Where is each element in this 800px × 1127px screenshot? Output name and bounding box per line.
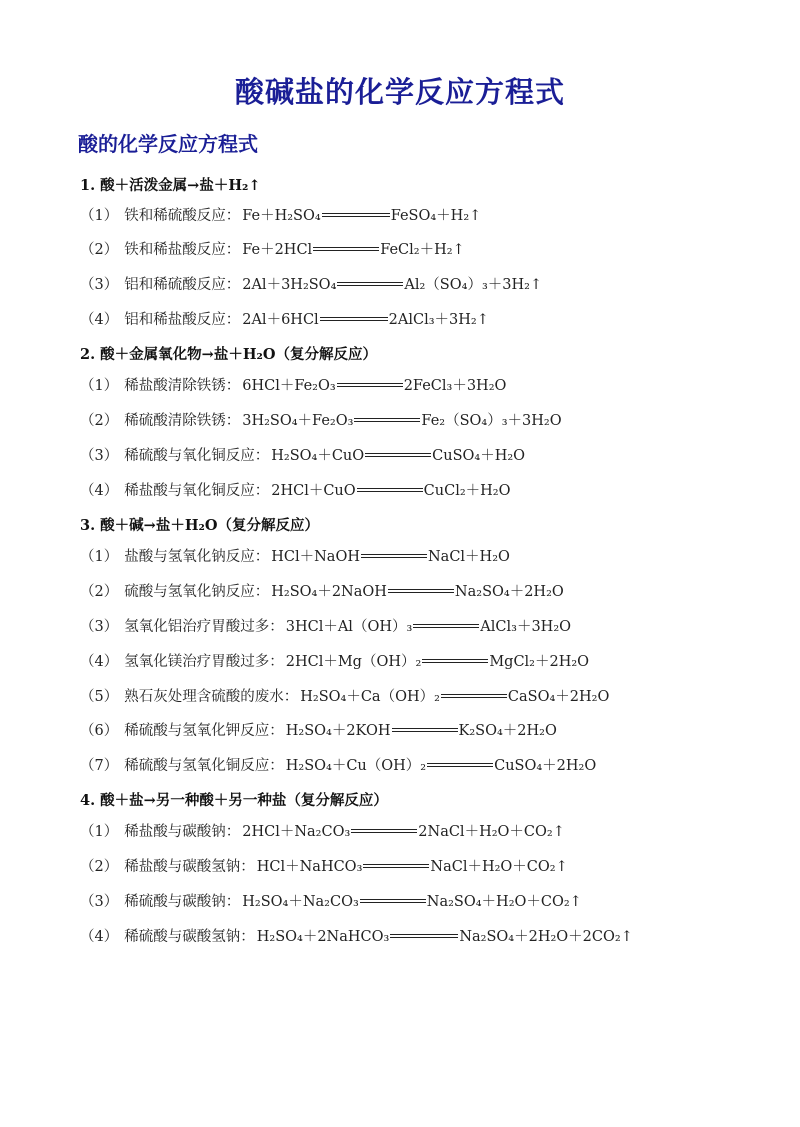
equation-row — [80, 925, 633, 946]
equation-row — [80, 890, 582, 911]
equation-row — [80, 479, 511, 500]
reactants: 3H₂SO₄＋Fe₂O₃ — [242, 413, 354, 429]
reactants: H₂SO₄＋CuO — [271, 448, 365, 464]
equation-row — [80, 204, 481, 225]
double-line-equals — [357, 488, 423, 492]
group-heading: 4. 酸＋盐→另一种酸＋另一种盐（复分解反应） — [80, 792, 388, 809]
reaction-description: 熟石灰处理含硫酸的废水： — [124, 689, 299, 705]
double-line-equals — [322, 213, 390, 217]
equation-row — [80, 855, 568, 876]
reactants: H₂SO₄＋Cu（OH）₂ — [285, 758, 427, 774]
products: Na₂SO₄＋2H₂O — [454, 584, 564, 600]
equation-row — [80, 650, 589, 671]
item-number: （7） — [80, 758, 119, 774]
reaction-description: 稀硫酸与氢氧化钾反应： — [124, 723, 284, 739]
section-title: 酸的化学反应方程式 — [78, 132, 258, 156]
products: CuSO₄＋2H₂O — [494, 758, 597, 774]
reactants: Fe＋2HCl — [242, 242, 313, 258]
equation-row — [80, 238, 465, 259]
reaction-description: 铝和稀盐酸反应： — [124, 312, 241, 328]
reaction-description: 稀硫酸与氧化铜反应： — [124, 448, 270, 464]
reaction-description: 稀盐酸清除铁锈： — [124, 378, 241, 394]
item-number: （1） — [80, 549, 119, 565]
double-line-equals — [363, 864, 429, 868]
products: FeCl₂＋H₂↑ — [380, 242, 465, 258]
double-line-equals — [390, 934, 458, 938]
double-line-equals — [422, 659, 488, 663]
reactants: 2HCl＋Mg（OH）₂ — [285, 654, 422, 670]
reactants: 2HCl＋CuO — [271, 483, 356, 499]
item-number: （5） — [80, 689, 119, 705]
reactants: H₂SO₄＋2KOH — [285, 723, 391, 739]
double-line-equals — [361, 554, 427, 558]
equation-row — [80, 308, 489, 329]
reactants: H₂SO₄＋2NaOH — [271, 584, 387, 600]
reaction-description: 铁和稀硫酸反应： — [124, 208, 241, 224]
reaction-description: 稀硫酸清除铁锈： — [124, 413, 241, 429]
double-line-equals — [351, 829, 417, 833]
double-line-equals — [365, 453, 431, 457]
equation-row — [80, 615, 571, 636]
reaction-description: 氢氧化镁治疗胃酸过多： — [124, 654, 284, 670]
reactants: 2HCl＋Na₂CO₃ — [242, 824, 351, 840]
reaction-description: 稀盐酸与氧化铜反应： — [124, 483, 270, 499]
equation-row — [80, 409, 562, 430]
products: CaSO₄＋2H₂O — [507, 689, 610, 705]
reaction-description: 稀盐酸与碳酸钠： — [124, 824, 241, 840]
reaction-description: 硫酸与氢氧化钠反应： — [124, 584, 270, 600]
equation-row — [80, 820, 565, 841]
group-heading: 1. 酸＋活泼金属→盐＋H₂↑ — [80, 177, 261, 194]
item-number: （2） — [80, 859, 119, 875]
item-number: （3） — [80, 894, 119, 910]
equation-row — [80, 273, 542, 294]
double-line-equals — [413, 624, 479, 628]
item-number: （1） — [80, 378, 119, 394]
double-line-equals — [337, 383, 403, 387]
products: K₂SO₄＋2H₂O — [458, 723, 557, 739]
products: NaCl＋H₂O — [427, 549, 510, 565]
item-number: （3） — [80, 277, 119, 293]
equation-row — [80, 685, 609, 706]
double-line-equals — [354, 418, 420, 422]
double-line-equals — [388, 589, 454, 593]
reactants: H₂SO₄＋Na₂CO₃ — [242, 894, 359, 910]
reaction-description: 稀硫酸与碳酸钠： — [124, 894, 241, 910]
item-number: （2） — [80, 242, 119, 258]
group-heading: 2. 酸＋金属氧化物→盐＋H₂O（复分解反应） — [80, 346, 378, 363]
group-heading: 3. 酸＋碱→盐＋H₂O（复分解反应） — [80, 517, 320, 534]
item-number: （3） — [80, 619, 119, 635]
products: 2AlCl₃＋3H₂↑ — [388, 312, 489, 328]
reactants: 6HCl＋Fe₂O₃ — [242, 378, 336, 394]
item-number: （4） — [80, 483, 119, 499]
reaction-description: 稀硫酸与碳酸氢钠： — [124, 929, 255, 945]
reaction-description: 稀硫酸与氢氧化铜反应： — [124, 758, 284, 774]
products: 2FeCl₃＋3H₂O — [403, 378, 507, 394]
equation-row — [80, 754, 596, 775]
products: CuCl₂＋H₂O — [423, 483, 511, 499]
products: AlCl₃＋3H₂O — [480, 619, 572, 635]
reactants: 3HCl＋Al（OH）₃ — [285, 619, 413, 635]
reactants: 2Al＋3H₂SO₄ — [242, 277, 337, 293]
products: CuSO₄＋H₂O — [432, 448, 526, 464]
reactants: H₂SO₄＋Ca（OH）₂ — [300, 689, 440, 705]
item-number: （4） — [80, 654, 119, 670]
products: NaCl＋H₂O＋CO₂↑ — [430, 859, 568, 875]
products: FeSO₄＋H₂↑ — [390, 208, 482, 224]
item-number: （1） — [80, 208, 119, 224]
reactants: Fe＋H₂SO₄ — [242, 208, 321, 224]
products: Na₂SO₄＋2H₂O＋2CO₂↑ — [459, 929, 633, 945]
products: Na₂SO₄＋H₂O＋CO₂↑ — [426, 894, 582, 910]
products: Fe₂（SO₄）₃＋3H₂O — [421, 413, 562, 429]
products: Al₂（SO₄）₃＋3H₂↑ — [404, 277, 543, 293]
products: 2NaCl＋H₂O＋CO₂↑ — [418, 824, 565, 840]
reactants: HCl＋NaHCO₃ — [256, 859, 363, 875]
equation-row — [80, 719, 557, 740]
reaction-description: 稀盐酸与碳酸氢钠： — [124, 859, 255, 875]
document-title: 酸碱盐的化学反应方程式 — [234, 75, 565, 109]
double-line-equals — [392, 728, 458, 732]
double-line-equals — [427, 763, 493, 767]
double-line-equals — [313, 247, 379, 251]
item-number: （6） — [80, 723, 119, 739]
item-number: （4） — [80, 929, 119, 945]
item-number: （2） — [80, 584, 119, 600]
equation-row — [80, 545, 510, 566]
equation-row — [80, 444, 525, 465]
reactants: HCl＋NaOH — [271, 549, 360, 565]
reactants: H₂SO₄＋2NaHCO₃ — [256, 929, 390, 945]
equation-row — [80, 580, 564, 601]
double-line-equals — [337, 282, 403, 286]
double-line-equals — [360, 899, 426, 903]
item-number: （4） — [80, 312, 119, 328]
reactants: 2Al＋6HCl — [242, 312, 319, 328]
reaction-description: 铁和稀盐酸反应： — [124, 242, 241, 258]
item-number: （3） — [80, 448, 119, 464]
reaction-description: 氢氧化铝治疗胃酸过多： — [124, 619, 284, 635]
equation-row — [80, 374, 506, 395]
reaction-description: 盐酸与氢氧化钠反应： — [124, 549, 270, 565]
double-line-equals — [320, 317, 388, 321]
item-number: （1） — [80, 824, 119, 840]
item-number: （2） — [80, 413, 119, 429]
double-line-equals — [441, 694, 507, 698]
products: MgCl₂＋2H₂O — [489, 654, 590, 670]
reaction-description: 铝和稀硫酸反应： — [124, 277, 241, 293]
